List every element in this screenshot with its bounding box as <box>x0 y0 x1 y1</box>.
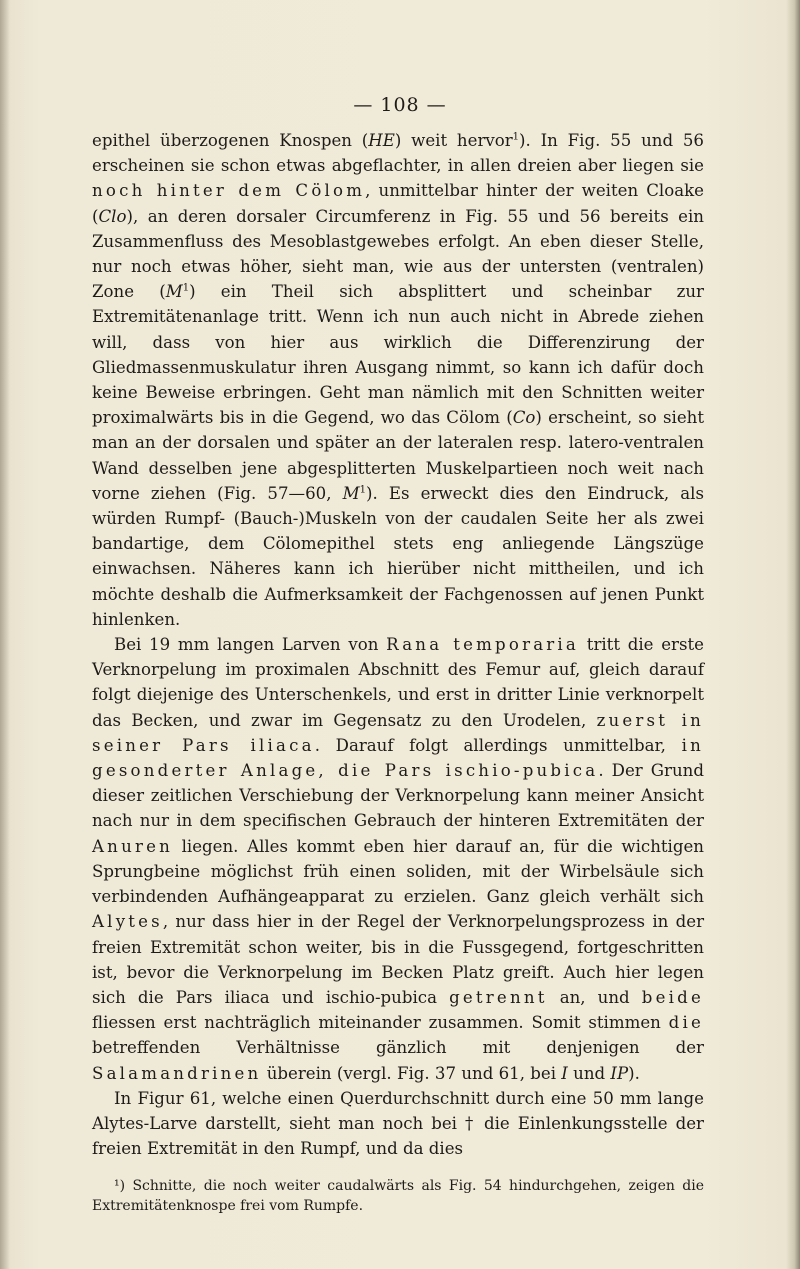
text-run: , nur dass hier in der Regel der Verknorpelungsprozess in der freien Extremität schon weiter, bis in die Fussgegend, fortgeschritten ist, bevor die Verknorpelung im Becken Platz greift. Auch hier legen sich die Pars iliaca und ischio-pubica <box>92 912 704 1007</box>
text-run: epithel überzogenen Knospen ( <box>92 131 369 150</box>
paragraph <box>92 1086 704 1162</box>
text-run: ) weit hervor <box>394 131 513 150</box>
emphasized-spaced-text: getrennt <box>449 987 548 1007</box>
italic-abbreviation: IP <box>610 1063 629 1083</box>
italic-abbreviation: HE <box>368 131 395 150</box>
text-run: betreffenden Verhältnisse gänzlich mit denjenigen der <box>92 1038 704 1058</box>
text-run: ). <box>628 1063 640 1083</box>
page-edge-left <box>0 0 10 1269</box>
body-text <box>92 128 704 1161</box>
paragraph <box>92 632 704 1086</box>
paragraph <box>92 128 704 632</box>
text-run: ) ein Theil sich absplittert und scheinbar zur Extremitätenanlage tritt. Wenn ich nun auch nicht in Abrede ziehen will, dass von hier aus wirklich die Differenzirung der Gliedmassenmuskulatur ihren Ausgang nimmt, so kann ich dafür doch keine Beweise erbringen. Geht man nämlich mit den Schnitten weiter proximalwärts bis in die Gegend, wo das Cölom ( <box>92 282 704 428</box>
text-run: . Darauf folgt allerdings unmittelbar, <box>314 735 682 755</box>
emphasized-spaced-text: beide <box>641 987 704 1007</box>
emphasized-spaced-text: Alytes <box>92 912 163 932</box>
text-run: ) erscheint, so sieht man an der dorsalen und später an der lateralen resp. latero-ventralen Wand desselben jene abgesplitterten Muskelpartieen noch weit nach vorne ziehen (Fig. 57—60, <box>92 408 705 503</box>
text-run: überein (vergl. Fig. 37 und 61, bei <box>261 1063 562 1083</box>
emphasized-spaced-text: Anuren <box>92 836 173 856</box>
text-run: fliessen erst nachträglich miteinander zusammen. Somit stimmen <box>92 1013 669 1033</box>
emphasized-spaced-text: Salamandrinen <box>92 1063 262 1083</box>
text-run: . Der Grund dieser zeitlichen Verschiebung der Verknorpelung kann meiner Ansicht nach nur in dem specifischen Gebrauch der hinteren Extremitäten der <box>92 761 704 831</box>
text-run: ), an deren dorsaler Circumferenz in Fig. 55 und 56 bereits ein Zusammenfluss des Mesoblastgewebes erfolgt. An eben dieser Stelle, nur noch etwas höher, sieht man, wie aus der untersten (ventralen) Zone ( <box>92 206 704 302</box>
text-run: , unmittelbar hinter der weiten Cloake ( <box>92 181 704 226</box>
page-number: — 108 — <box>353 94 447 116</box>
footnote-marker: 1 <box>182 282 190 294</box>
text-run: ). In Fig. 55 und 56 erscheinen sie schon etwas abgeflachter, in allen dreien aber liegen sie <box>92 131 704 176</box>
emphasized-spaced-text: in gesonderter Anlage, die Pars ischio-pubica <box>92 735 704 781</box>
emphasized-spaced-text: zuerst in seiner Pars iliaca <box>92 710 705 755</box>
emphasized-spaced-text: Rana temporaria <box>386 635 580 655</box>
text-run: tritt die erste Verknorpelung im proximalen Abschnitt des Femur auf, gleich darauf folgt diejenige des Unterschenkels, und erst in dritter Linie verknorpelt das Becken, und zwar im Gegensatz zu den Urodelen, <box>92 635 704 730</box>
italic-abbreviation: M <box>165 282 183 302</box>
page-edge-right <box>786 0 800 1269</box>
italic-abbreviation: I <box>561 1063 568 1083</box>
italic-abbreviation: Co <box>512 408 536 428</box>
italic-abbreviation: Clo <box>98 206 127 226</box>
italic-abbreviation: M <box>342 483 360 503</box>
text-run: liegen. Alles kommt eben hier darauf an, für die wichtigen Sprungbeine möglichst früh einen soliden, mit der Wirbelsäule sich verbindenden Aufhängeapparat zu erzielen. Ganz gleich verhält sich <box>92 836 704 907</box>
footnote-marker: 1 <box>512 131 520 143</box>
text-run: Bei 19 mm langen Larven von <box>114 635 387 655</box>
footnote <box>92 1176 704 1216</box>
footnote-text: ¹) Schnitte, die noch weiter caudalwärts als Fig. 54 hindurchgehen, zeigen die Extremitätenknospe frei vom Rumpfe. <box>92 1178 704 1214</box>
emphasized-spaced-text: die <box>668 1013 704 1033</box>
footnote-marker: 1 <box>359 484 367 496</box>
emphasized-spaced-text: noch hinter dem Cölom <box>92 181 366 201</box>
text-run: In Figur 61, welche einen Querdurchschnitt durch eine 50 mm lange Alytes-Larve darstellt, sieht man noch bei † die Einlenkungsstelle der freien Extremität in den Rumpf, und da dies <box>92 1088 704 1159</box>
text-run: an, und <box>547 987 642 1007</box>
text-run: und <box>567 1063 611 1083</box>
text-run: ). Es erweckt dies den Eindruck, als würden Rumpf- (Bauch-)Muskeln von der caudalen Seite her als zwei bandartige, dem Cölomepithel stets eng anliegende Längszüge einwachsen. Näheres kann ich hierüber nicht mittheilen, und ich möchte deshalb die Aufmerksamkeit der Fachgenossen auf jenen Punkt hinlenken. <box>92 483 704 629</box>
